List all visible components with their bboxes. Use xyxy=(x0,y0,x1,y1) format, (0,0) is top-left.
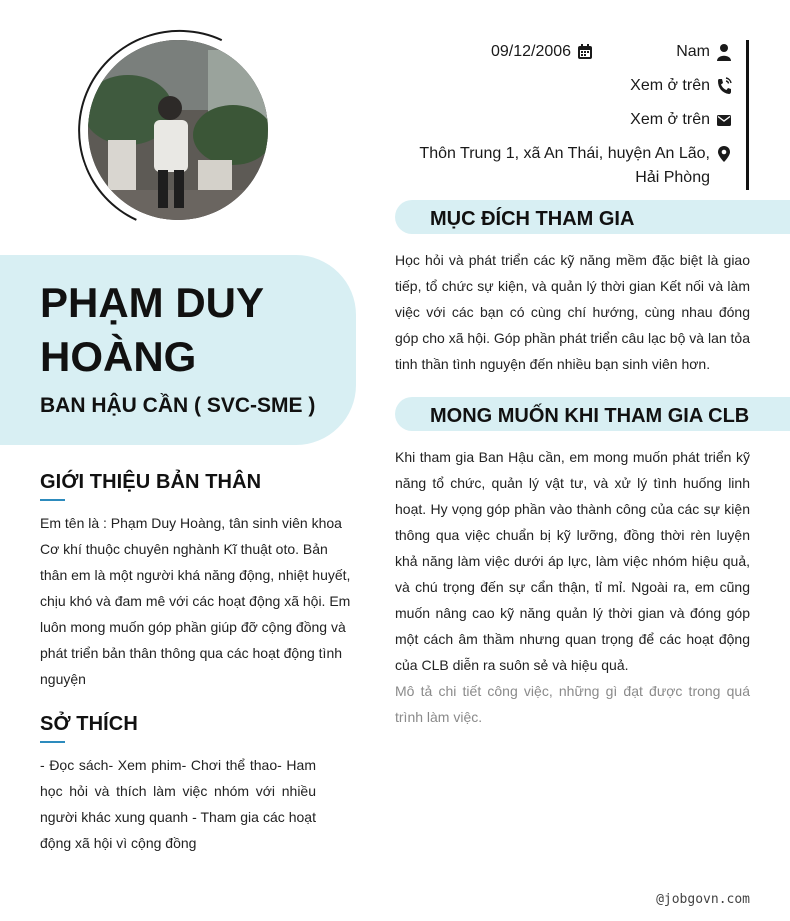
contact-dob xyxy=(491,40,593,64)
email-text: Xem ở trên xyxy=(630,111,710,128)
full-name: PHẠM DUY HOÀNG xyxy=(40,279,264,380)
dob-text: 09/12/2006 xyxy=(491,43,572,60)
wishes-text: Khi tham gia Ban Hậu cần, em mong muốn phát triển kỹ năng tổ chức, quản lý vật tư, và xử lý tình huống linh hoạt. Hy vọng góp phần vào thành công của các sự kiện thông qua việc chuẩn bị kỹ lưỡng, đồng thời rèn luyện khả năng làm việc dưới áp lực, làm việc nhóm hiệu quả, và chú trọng đến sự cẩn thận, tỉ mỉ. Ngoài ra, em cũng muốn nâng cao kỹ năng quản lý thời gian và đóng góp một cách âm thầm nhưng quan trọng để các hoạt động của CLB diễn ra suôn sẻ và hiệu quả. xyxy=(395,449,750,673)
phone-icon xyxy=(716,77,732,95)
about-title: GIỚI THIỆU BẢN THÂN xyxy=(40,471,262,493)
contact-bar xyxy=(746,40,749,190)
contact-gender xyxy=(676,40,732,64)
contact-email xyxy=(630,108,732,132)
about-underline xyxy=(40,499,65,501)
hobbies-underline xyxy=(40,741,65,743)
purpose-text: Học hỏi và phát triển các kỹ năng mềm đặc biệt là giao tiếp, tổ chức sự kiện, và quản lý thời gian Kết nối và làm việc với các bạn có cùng chí hướng, cùng nhau đóng góp cho xã hội. Góp phần phát triển câu lạc bộ và lan tỏa tinh thần tình nguyện đến nhiều bạn sinh viên hơn. xyxy=(395,252,750,372)
hobbies-text: - Đọc sách- Xem phim- Chơi thể thao- Ham học hỏi và thích làm việc nhóm với nhiều người khác xung quanh - Tham gia các hoạt động xã hội vì cộng đồng xyxy=(40,757,316,851)
calendar-icon xyxy=(577,43,593,61)
role-title: BAN HẬU CẦN ( SVC-SME ) xyxy=(40,394,316,417)
avatar xyxy=(88,40,268,220)
location-icon xyxy=(716,145,732,163)
phone-text: Xem ở trên xyxy=(630,77,710,94)
wishes-title: MONG MUỐN KHI THAM GIA CLB xyxy=(430,405,750,427)
wishes-placeholder: Mô tả chi tiết công việc, những gì đạt được trong quá trình làm việc. xyxy=(395,683,750,725)
user-icon xyxy=(716,43,732,61)
address-text: Thôn Trung 1, xã An Thái, huyện An Lão, Hải Phòng xyxy=(419,145,710,186)
watermark: @jobgovn.com xyxy=(656,892,750,907)
about-text: Em tên là : Phạm Duy Hoàng, tân sinh viên khoa Cơ khí thuộc chuyên nghành Kĩ thuật oto. Bản thân em là một người khá năng động, nhiệt huyết, chịu khó và đam mê với các hoạt động xã hội. Em luôn mong muốn góp phần giúp đỡ cộng đồng và phát triển bản thân thông qua các hoạt động tình nguyện xyxy=(40,515,351,687)
contact-address xyxy=(392,142,732,190)
hobbies-title: SỞ THÍCH xyxy=(40,713,138,735)
purpose-title: MỤC ĐÍCH THAM GIA xyxy=(430,208,635,230)
contact-phone xyxy=(630,74,732,98)
mail-icon xyxy=(716,111,732,129)
gender-text: Nam xyxy=(676,43,710,60)
